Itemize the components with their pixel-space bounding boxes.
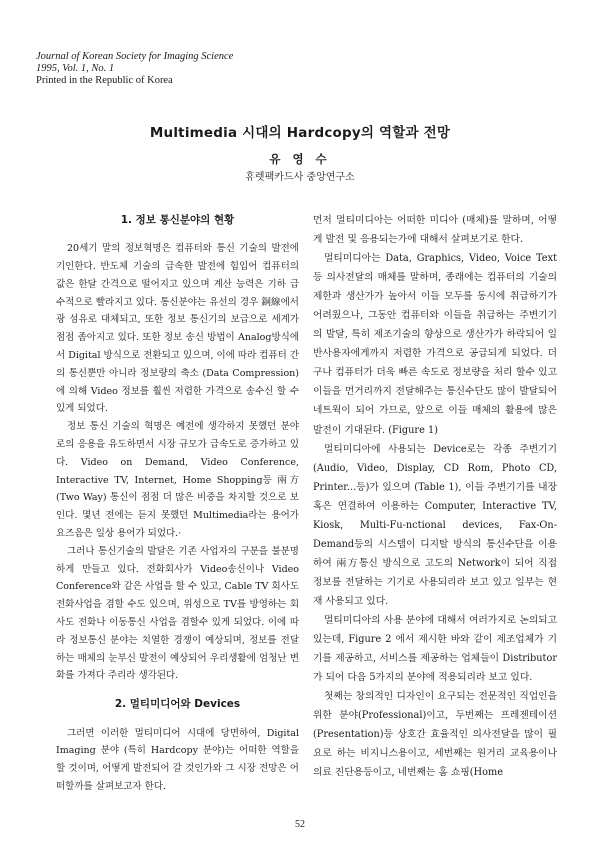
- page-number: 52: [295, 819, 305, 830]
- section-1-paragraph: 20세기 말의 정보혁명은 컴퓨터와 통신 기술의 발전에 기인한다. 반도체 기술의 급속한 발전에 힘입어 컴퓨터의 값은 한달 간격으로 떨어지고 있으며 계산 능력은 기하 급수적으로 빨라지고 있다. 통신분야는 유선의 경우 銅線에서 광 섬유로 대체되고, 또한 정보 통신기의 보급으로 세계가 점점 좁아지고 있다. 또한 정보 송신 방법이 Analog방식에서 Digital 방식으로 전환되고 있으며, 이에 따라 컴퓨터 간의 통신뿐만 아니라 정보량의 축소 (Data Compression)에 의해 Video 정보를 훨씬 저렴한 가격으로 송수신 할 수 있게 되었다.: [56, 243, 300, 415]
- section-2-paragraph: 첫째는 창의적인 디자인이 요구되는 전문적인 직업인을 위한 분야(Professional)이고, 두번째는 프레젠테이션(Presentation)등 상호간 효율적인 의사전달을 많이 필요로 하는 비지니스용이고, 세번째는 원거리 교육용이나 의료 진단용등이고, 네번째는 홈 쇼핑(Home: [313, 691, 557, 779]
- section-2-heading: 2. 멀티미디어와 Devices: [114, 698, 241, 711]
- right-column: [313, 211, 557, 782]
- section-2-paragraph: 멀티미디아에 사용되는 Device로는 각종 주변기기 (Audio, Video, Display, CD Rom, Photo CD, Printer...등)가 있으며 (Table 1), 이들 주변기기를 내장 혹은 연결하여 이용하는 Computer, Interactive TV, Kiosk, Multi-Fu-nctional devices, Fax-On-Demand등의 시스템이 디지탈 방식의 통신수단을 이용하여 兩方통신 방식으로 고도의 Network이 되어 직접 정보를 전달하는 기기로 사용되리라 보고 있고 일부는 현재 사용되고 있다.: [313, 443, 557, 607]
- journal-name: Journal of Korean Society for Imaging Science: [36, 51, 234, 62]
- section-2-paragraph: 먼저 멀티미디아는 어떠한 미디아 (매체)를 말하며, 어떻게 발전 및 응용되는가에 대해서 살펴보기로 한다.: [313, 215, 557, 246]
- section-1-paragraph: 그러나 통신기술의 발달은 기존 사업자의 구분을 불분명하게 만들고 있다. 전화회사가 Video송신이나 Video Conference와 같은 사업을 할 수 있고, Cable TV 회사도 전화사업을 겸할 수도 있으며, 위성으로 TV를 방영하는 회사도 전화나 이동통신 사업을 겸할수 있게 되었다. 이에 따라 정보통신 분야는 치열한 경쟁이 예상되며, 정보를 전달하는 매체의 눈부신 발전이 예상되어 우리생활에 엄청난 변화를 가져다 주리라 생각된다.: [56, 545, 299, 682]
- section-2-paragraph: 멀티미디아의 사용 분야에 대해서 여러가지로 논의되고 있는데, Figure 2 에서 제시한 바와 같이 제조업체가 기기를 제공하고, 서비스를 제공하는 업체들이 Distributor가 되어 다음 5가지의 분야에 적용되리라 보고 있다.: [313, 614, 557, 684]
- journal-print-note: Printed in the Republic of Korea: [36, 75, 173, 86]
- author-affiliation: 휴렛팩카드사 중앙연구소: [245, 172, 355, 183]
- journal-volume: 1995, Vol. 1, No. 1: [36, 63, 115, 74]
- section-2-paragraph: 멀티미디아는 Data, Graphics, Video, Voice Text등 의사전달의 매체를 말하며, 종래에는 컴퓨터의 기술의 제한과 생산가가 높아서 이들 모두를 동시에 취급하기가 어려웠으나, 그동안 컴퓨터와 이들을 취급하는 주변기기의 발달, 특히 제조기술의 향상으로 생산가가 하락되어 일반사용자에게까지 저렴한 가격으로 공급되게 되었다. 더구나 컴퓨터가 더욱 빠른 속도로 정보량을 처리 할수 있고 이들을 먼거리까지 전달해주는 통신수단도 많이 발달되어 네트웍이 되어 가므로, 앞으로 이들 매체의 활용에 많은 발전이 기대된다. (Figure 1): [313, 253, 557, 436]
- section-2-paragraph: 그러면 이러한 멀티미디어 시대에 당면하여, Digital Imaging 분야 (특히 Hardcopy 분야)는 어떠한 역할을 할 것이며, 어떻게 발전되어 갈 것인가와 그 시장 전망은 어떠할까를 살펴보고자 한다.: [56, 727, 299, 792]
- journal-citation: [36, 51, 233, 87]
- section-1-heading: 1. 정보 통신분야의 현황: [120, 214, 235, 226]
- left-column: [56, 211, 299, 796]
- author-name: 유 영 수: [269, 152, 331, 166]
- section-1-paragraph: 정보 통신 기술의 혁명은 예전에 생각하지 못했던 분야로의 응용을 유도하면서 시장 규모가 급속도로 증가하고 있다. Video on Demand, Video Conference, Interactive TV, Internet, Home Shopping등 兩方 (Two Way) 통신이 점점 더 많은 비중을 차지할 것으로 보인다. 몇년 전에는 듣지 못했던 Multimedia라는 용어가 요즈음은 일상 용어가 되었다.·: [56, 421, 299, 540]
- paper-title: Multimedia 시대의 Hardcopy의 역할과 전망: [149, 125, 451, 141]
